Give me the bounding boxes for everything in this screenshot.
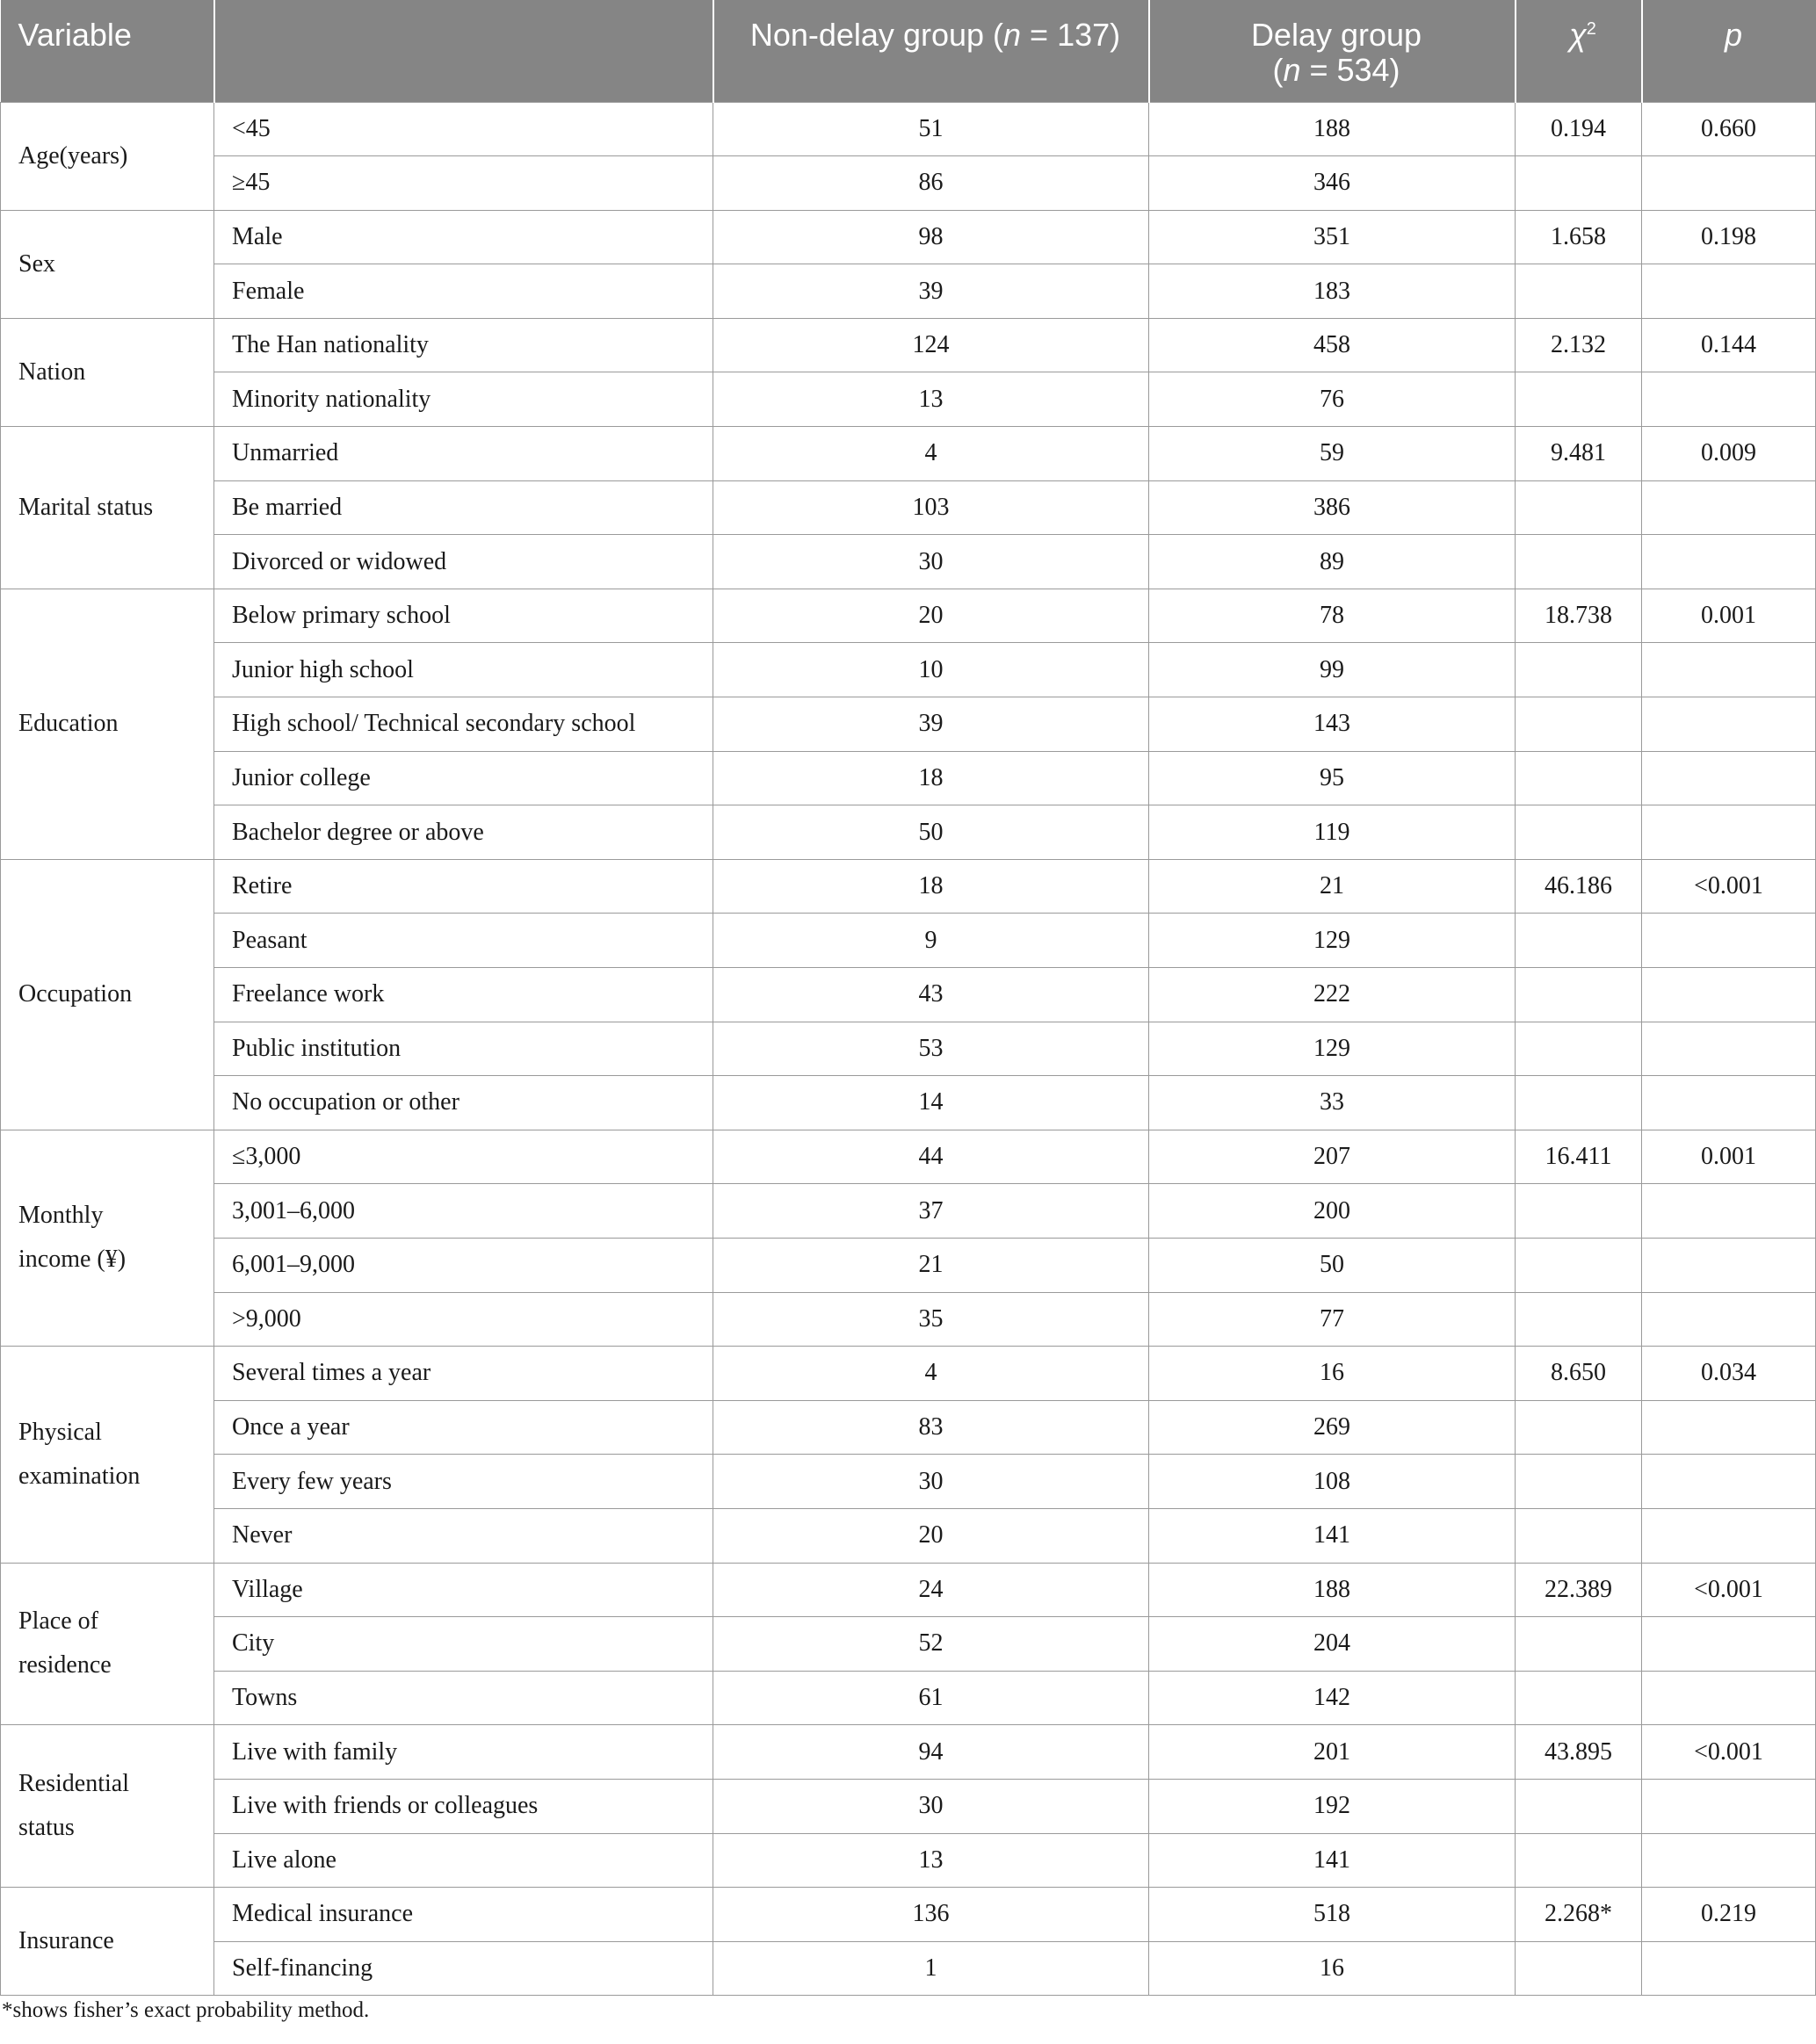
delay-count-cell: 99 [1149,643,1516,697]
p-value-cell: 0.034 [1642,1347,1816,1401]
chi-square-cell: 8.650 [1516,1347,1642,1401]
chi-square-cell [1516,156,1642,211]
nondelay-count-cell: 51 [713,102,1149,156]
nondelay-count-cell: 83 [713,1400,1149,1455]
p-value-cell: <0.001 [1642,1725,1816,1780]
table-row [1,1563,1816,1617]
category-cell: Village [214,1563,713,1617]
category-cell: Be married [214,480,713,535]
header-row [1,0,1816,102]
chi-square-cell [1516,1238,1642,1292]
nondelay-count-cell: 86 [713,156,1149,211]
table-row [1,1671,1816,1725]
table-row [1,1076,1816,1130]
p-value-cell [1642,1292,1816,1347]
p-value-cell [1642,264,1816,319]
delay-count-cell: 16 [1149,1347,1516,1401]
delay-count-cell: 129 [1149,914,1516,968]
nondelay-count-cell: 39 [713,697,1149,752]
nondelay-count-cell: 20 [713,1508,1149,1563]
p-value-cell: 0.219 [1642,1888,1816,1942]
p-value-cell: 0.009 [1642,427,1816,481]
table-row [1,1238,1816,1292]
chi-square-cell [1516,264,1642,319]
table-body [1,102,1816,1996]
footnote: *shows fisher’s exact probability method. [2,1998,370,2022]
header-variable: Variable [1,0,214,102]
category-cell: Junior high school [214,643,713,697]
nondelay-count-cell: 124 [713,318,1149,372]
variable-cell: Sex [1,210,214,318]
table-row [1,643,1816,697]
delay-count-cell: 386 [1149,480,1516,535]
header-p-value: p [1642,0,1816,102]
table-row [1,1184,1816,1239]
p-value-cell [1642,1238,1816,1292]
nondelay-count-cell: 30 [713,1455,1149,1509]
chi-square-cell [1516,1292,1642,1347]
chi-square-cell [1516,480,1642,535]
table-row [1,1725,1816,1780]
table-row [1,535,1816,589]
category-cell: Bachelor degree or above [214,805,713,860]
delay-count-cell: 222 [1149,968,1516,1022]
nondelay-count-cell: 30 [713,535,1149,589]
nondelay-count-cell: 24 [713,1563,1149,1617]
variable-cell: Monthly income (¥) [1,1130,214,1346]
category-cell: Live alone [214,1833,713,1888]
table-row [1,697,1816,752]
nondelay-count-cell: 10 [713,643,1149,697]
chi-square-cell: 0.194 [1516,102,1642,156]
chi-square-cell [1516,1779,1642,1833]
p-value-cell: 0.001 [1642,1130,1816,1184]
delay-count-cell: 95 [1149,751,1516,805]
nondelay-count-cell: 52 [713,1617,1149,1672]
chi-square-cell [1516,372,1642,427]
category-cell: High school/ Technical secondary school [214,697,713,752]
table-row [1,1779,1816,1833]
nondelay-count-cell: 43 [713,968,1149,1022]
table-row [1,372,1816,427]
chi-square-cell [1516,1455,1642,1509]
chi-square-cell [1516,1833,1642,1888]
delay-count-cell: 76 [1149,372,1516,427]
table-row [1,1508,1816,1563]
category-cell: The Han nationality [214,318,713,372]
table-row [1,1833,1816,1888]
nondelay-count-cell: 136 [713,1888,1149,1942]
category-cell: Once a year [214,1400,713,1455]
delay-count-cell: 200 [1149,1184,1516,1239]
chi-square-cell [1516,914,1642,968]
chi-square-cell [1516,1076,1642,1130]
delay-count-cell: 16 [1149,1941,1516,1996]
category-cell: Female [214,264,713,319]
delay-count-cell: 143 [1149,697,1516,752]
p-value-cell [1642,643,1816,697]
category-cell: 6,001–9,000 [214,1238,713,1292]
nondelay-count-cell: 20 [713,589,1149,643]
table-row [1,264,1816,319]
chi-square-cell: 18.738 [1516,589,1642,643]
chi-square-cell [1516,697,1642,752]
category-cell: Self-financing [214,1941,713,1996]
nondelay-count-cell: 98 [713,210,1149,264]
category-cell: <45 [214,102,713,156]
p-value-cell [1642,1671,1816,1725]
chi-square-cell: 1.658 [1516,210,1642,264]
table-row [1,1292,1816,1347]
p-value-cell: 0.144 [1642,318,1816,372]
p-value-cell [1642,751,1816,805]
nondelay-count-cell: 30 [713,1779,1149,1833]
category-cell: ≤3,000 [214,1130,713,1184]
category-cell: Medical insurance [214,1888,713,1942]
chi-square-cell: 2.268* [1516,1888,1642,1942]
chi-square-cell [1516,1941,1642,1996]
delay-count-cell: 108 [1149,1455,1516,1509]
p-value-cell [1642,1455,1816,1509]
category-cell: 3,001–6,000 [214,1184,713,1239]
variable-cell: Nation [1,318,214,426]
delay-count-cell: 201 [1149,1725,1516,1780]
nondelay-count-cell: 35 [713,1292,1149,1347]
category-cell: Every few years [214,1455,713,1509]
chi-square-cell: 46.186 [1516,859,1642,914]
p-value-cell [1642,697,1816,752]
table-row [1,589,1816,643]
table-row [1,805,1816,860]
table-row [1,1022,1816,1076]
delay-count-cell: 142 [1149,1671,1516,1725]
category-cell: >9,000 [214,1292,713,1347]
nondelay-count-cell: 39 [713,264,1149,319]
chi-square-cell [1516,1671,1642,1725]
delay-count-cell: 77 [1149,1292,1516,1347]
nondelay-count-cell: 1 [713,1941,1149,1996]
p-value-cell: 0.198 [1642,210,1816,264]
p-value-cell: 0.001 [1642,589,1816,643]
p-value-cell: <0.001 [1642,1563,1816,1617]
p-value-cell [1642,914,1816,968]
p-value-cell [1642,1833,1816,1888]
nondelay-count-cell: 37 [713,1184,1149,1239]
p-value-cell [1642,1779,1816,1833]
chi-square-cell [1516,805,1642,860]
table-row [1,210,1816,264]
chi-square-cell [1516,968,1642,1022]
p-value-cell [1642,968,1816,1022]
nondelay-count-cell: 103 [713,480,1149,535]
chi-square-cell [1516,1400,1642,1455]
delay-count-cell: 59 [1149,427,1516,481]
table-row [1,1941,1816,1996]
chi-square-cell [1516,1022,1642,1076]
table-row [1,1617,1816,1672]
nondelay-count-cell: 94 [713,1725,1149,1780]
variable-cell: Place of residence [1,1563,214,1725]
nondelay-count-cell: 44 [713,1130,1149,1184]
category-cell: Several times a year [214,1347,713,1401]
table-row [1,1400,1816,1455]
p-value-cell [1642,805,1816,860]
delay-count-cell: 50 [1149,1238,1516,1292]
category-cell: Live with friends or colleagues [214,1779,713,1833]
delay-count-cell: 458 [1149,318,1516,372]
p-value-cell [1642,480,1816,535]
chi-square-cell: 2.132 [1516,318,1642,372]
chi-square-cell: 9.481 [1516,427,1642,481]
p-value-cell [1642,372,1816,427]
p-value-cell [1642,1076,1816,1130]
p-value-cell [1642,1941,1816,1996]
chi-square-cell [1516,643,1642,697]
nondelay-count-cell: 18 [713,751,1149,805]
p-value-cell: 0.660 [1642,102,1816,156]
category-cell: Junior college [214,751,713,805]
nondelay-count-cell: 4 [713,427,1149,481]
variable-cell: Residential status [1,1725,214,1888]
table-row [1,102,1816,156]
category-cell: Never [214,1508,713,1563]
variable-cell: Occupation [1,859,214,1130]
delay-count-cell: 518 [1149,1888,1516,1942]
category-cell: Live with family [214,1725,713,1780]
variable-cell: Physical examination [1,1347,214,1563]
table-row [1,1888,1816,1942]
table-row [1,968,1816,1022]
table-row [1,1455,1816,1509]
p-value-cell [1642,1184,1816,1239]
category-cell: Freelance work [214,968,713,1022]
category-cell: Divorced or widowed [214,535,713,589]
delay-count-cell: 207 [1149,1130,1516,1184]
nondelay-count-cell: 14 [713,1076,1149,1130]
category-cell: No occupation or other [214,1076,713,1130]
p-value-cell [1642,156,1816,211]
nondelay-count-cell: 18 [713,859,1149,914]
nondelay-count-cell: 9 [713,914,1149,968]
variable-cell: Age(years) [1,102,214,210]
delay-count-cell: 188 [1149,102,1516,156]
header-nondelay: Non-delay group (n = 137) [713,0,1149,102]
category-cell: Male [214,210,713,264]
category-cell: Peasant [214,914,713,968]
delay-count-cell: 33 [1149,1076,1516,1130]
delay-count-cell: 183 [1149,264,1516,319]
chi-square-cell [1516,1508,1642,1563]
p-value-cell [1642,1617,1816,1672]
category-cell: Public institution [214,1022,713,1076]
table-row [1,156,1816,211]
header-chi-square: $\chi^2$ [1516,0,1642,102]
delay-count-cell: 129 [1149,1022,1516,1076]
table-row [1,480,1816,535]
category-cell: City [214,1617,713,1672]
table-row [1,914,1816,968]
delay-count-cell: 89 [1149,535,1516,589]
delay-count-cell: 119 [1149,805,1516,860]
header-category [214,0,713,102]
nondelay-count-cell: 53 [713,1022,1149,1076]
category-cell: Below primary school [214,589,713,643]
p-value-cell [1642,535,1816,589]
category-cell: Minority nationality [214,372,713,427]
delay-count-cell: 204 [1149,1617,1516,1672]
chi-square-cell: 43.895 [1516,1725,1642,1780]
table-row [1,427,1816,481]
chi-square-cell: 16.411 [1516,1130,1642,1184]
variable-cell: Education [1,589,214,859]
table-row [1,751,1816,805]
category-cell: Unmarried [214,427,713,481]
chi-square-cell [1516,1617,1642,1672]
nondelay-count-cell: 4 [713,1347,1149,1401]
header-delay: Delay group (n = 534) [1149,0,1516,102]
category-cell: Retire [214,859,713,914]
variable-cell: Marital status [1,427,214,589]
nondelay-count-cell: 13 [713,1833,1149,1888]
delay-count-cell: 141 [1149,1508,1516,1563]
chi-square-cell [1516,751,1642,805]
chi-square-cell: 22.389 [1516,1563,1642,1617]
table-row [1,859,1816,914]
nondelay-count-cell: 21 [713,1238,1149,1292]
delay-count-cell: 346 [1149,156,1516,211]
variable-cell: Insurance [1,1888,214,1996]
nondelay-count-cell: 61 [713,1671,1149,1725]
delay-count-cell: 21 [1149,859,1516,914]
chi-square-cell [1516,1184,1642,1239]
category-cell: Towns [214,1671,713,1725]
chi-square-cell [1516,535,1642,589]
nondelay-count-cell: 13 [713,372,1149,427]
delay-count-cell: 351 [1149,210,1516,264]
table-row [1,1130,1816,1184]
nondelay-count-cell: 50 [713,805,1149,860]
delay-count-cell: 269 [1149,1400,1516,1455]
table-row [1,318,1816,372]
p-value-cell [1642,1400,1816,1455]
category-cell: ≥45 [214,156,713,211]
delay-count-cell: 141 [1149,1833,1516,1888]
p-value-cell [1642,1508,1816,1563]
delay-count-cell: 188 [1149,1563,1516,1617]
p-value-cell: <0.001 [1642,859,1816,914]
p-value-cell [1642,1022,1816,1076]
delay-count-cell: 192 [1149,1779,1516,1833]
delay-count-cell: 78 [1149,589,1516,643]
table-row [1,1347,1816,1401]
